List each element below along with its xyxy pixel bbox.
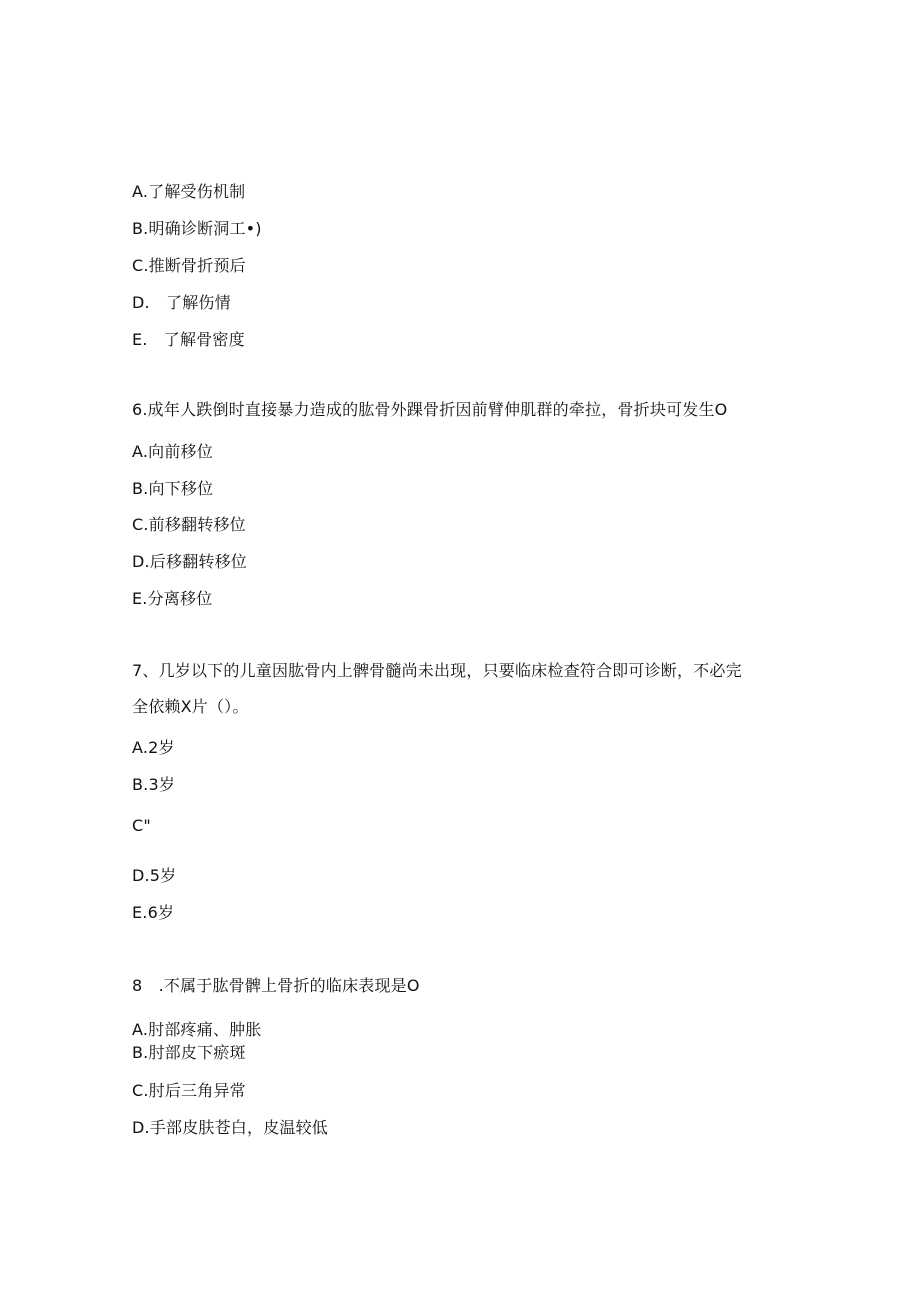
q7-option-b: B.3岁 bbox=[132, 775, 176, 794]
q8-option-d: D.手部皮肤苍白，皮温较低 bbox=[132, 1118, 329, 1137]
q7-stem-line2: 全依赖X片（）。 bbox=[132, 697, 249, 716]
q7-option-c: C" bbox=[132, 816, 151, 835]
q6-option-e: E.分离移位 bbox=[132, 589, 213, 608]
q7-option-a: A.2岁 bbox=[132, 738, 175, 757]
q8-stem: 8 .不属于肱骨髀上骨折的临床表现是O bbox=[132, 976, 420, 995]
q6-option-d: D.后移翻转移位 bbox=[132, 552, 248, 571]
q7-option-d: D.5岁 bbox=[132, 866, 177, 885]
q5-option-a: A.了解受伤机制 bbox=[132, 182, 246, 201]
q7-stem-line1: 7、几岁以下的儿童因肱骨内上髀骨髓尚未出现，只要临床检查符合即可诊断，不必完 bbox=[132, 661, 742, 680]
q5-option-d: D. 了解伤情 bbox=[132, 293, 231, 312]
q6-option-b: B.向下移位 bbox=[132, 479, 214, 498]
q8-option-b: B.肘部皮下瘀斑 bbox=[132, 1043, 246, 1062]
q5-option-b: B.明确诊断洞工•) bbox=[132, 219, 262, 238]
q6-option-c: C.前移翻转移位 bbox=[132, 515, 246, 534]
q5-option-c: C.推断骨折预后 bbox=[132, 256, 246, 275]
q6-stem: 6.成年人跌倒时直接暴力造成的肱骨外踝骨折因前臂伸肌群的牵拉，骨折块可发生O bbox=[132, 400, 728, 419]
q7-option-e: E.6岁 bbox=[132, 903, 175, 922]
q8-option-c: C.肘后三角异常 bbox=[132, 1081, 246, 1100]
q5-option-e: E. 了解骨密度 bbox=[132, 330, 245, 349]
q6-option-a: A.向前移位 bbox=[132, 442, 213, 461]
q8-option-a: A.肘部疼痛、肿胀 bbox=[132, 1020, 262, 1039]
